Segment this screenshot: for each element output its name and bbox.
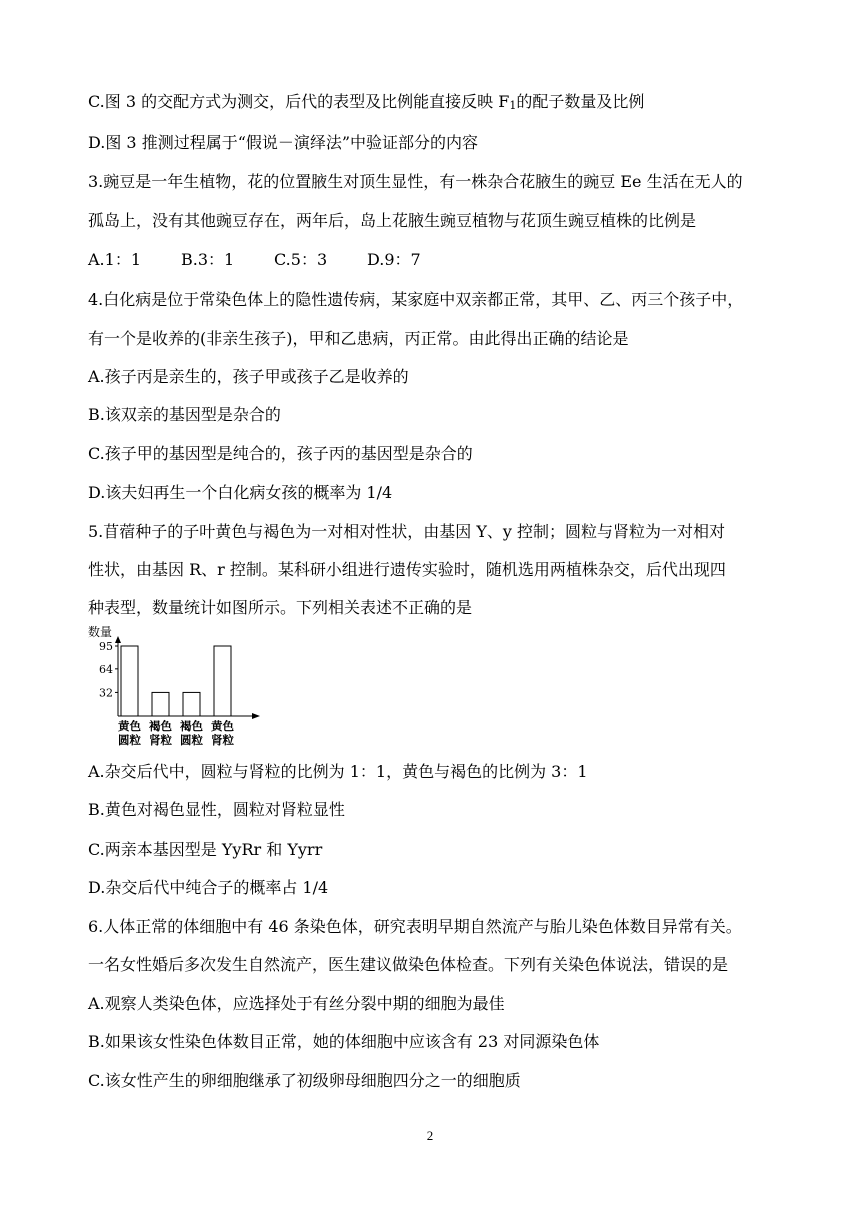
question-3-stem-line1: 3.豌豆是一年生植物，花的位置腋生对顶生显性，有一株杂合花腋生的豌豆 Ee 生活在无人的 (88, 172, 743, 191)
option-5D: D.杂交后代中纯合子的概率占 1/4 (88, 878, 329, 897)
option-5A: A.杂交后代中，圆粒与肾粒的比例为 1：1，黄色与褐色的比例为 3：1 (88, 762, 588, 781)
page-number: 2 (426, 1128, 434, 1143)
x-category-label: 圆粒 (118, 733, 141, 747)
option-6C: C.该女性产生的卵细胞继承了初级卵母细胞四分之一的细胞质 (88, 1071, 521, 1090)
option-4B: B.该双亲的基因型是杂合的 (88, 405, 281, 424)
option-3C: C.5：3 (274, 250, 328, 269)
option-2C: C.图 3 的交配方式为测交，后代的表型及比例能直接反映 $F_1$的配子数量及比例 (88, 92, 645, 112)
question-6-stem-line2: 一名女性婚后多次发生自然流产，医生建议做染色体检查。下列有关染色体说法，错误的是 (88, 955, 729, 974)
x-category-label: 肾粒 (149, 733, 172, 747)
option-3A: A.1：1 (88, 250, 142, 269)
x-category-label: 黄色 (211, 719, 234, 733)
option-6B: B.如果该女性染色体数目正常，她的体细胞中应该含有 23 对同源染色体 (88, 1032, 600, 1051)
bar (183, 692, 200, 716)
question-4-stem-line2: 有一个是收养的(非亲生孩子)，甲和乙患病，丙正常。由此得出正确的结论是 (88, 329, 629, 348)
question-5-stem-line2: 性状，由基因 R、r 控制。某科研小组进行遗传实验时，随机选用两植株杂交，后代出现四 (88, 560, 726, 579)
y-axis-label: 数量 (88, 625, 113, 639)
y-axis-arrow-icon (115, 636, 121, 643)
x-axis-arrow-icon (252, 713, 260, 719)
option-4D: D.该夫妇再生一个白化病女孩的概率为 1/4 (88, 483, 393, 502)
option-2D: D.图 3 推测过程属于“假说－演绎法”中验证部分的内容 (88, 133, 479, 152)
question-6-stem-line1: 6.人体正常的体细胞中有 46 条染色体，研究表明早期自然流产与胎儿染色体数目异常有关。 (88, 917, 742, 936)
question-3-options (88, 250, 788, 270)
question-4-stem-line1: 4.白化病是位于常染色体上的隐性遗传病，某家庭中双亲都正常，其甲、乙、丙三个孩子中， (88, 290, 744, 309)
y-tick-label: 95 (99, 640, 113, 653)
option-5C: C.两亲本基因型是 YyRr 和 Yyrr (88, 840, 323, 859)
option-6A: A.观察人类染色体，应选择处于有丝分裂中期的细胞为最佳 (88, 994, 505, 1013)
y-tick-label: 32 (99, 686, 113, 700)
option-4C: C.孩子甲的基因型是纯合的，孩子丙的基因型是杂合的 (88, 444, 473, 463)
x-category-label: 肾粒 (211, 733, 234, 747)
question-5-stem-line1: 5.苜蓿种子的子叶黄色与褐色为一对相对性状，由基因 Y、y 控制；圆粒与肾粒为一对相对 (88, 522, 726, 541)
bar (152, 692, 169, 716)
x-category-label: 褐色 (149, 719, 172, 733)
bar (121, 646, 138, 716)
x-category-label: 褐色 (180, 719, 203, 733)
question-3-stem-line2: 孤岛上，没有其他豌豆存在，两年后，岛上花腋生豌豆植物与花顶生豌豆植株的比例是 (88, 211, 697, 230)
bar-chart (84, 620, 274, 752)
bar (214, 646, 231, 716)
option-3D: D.9：7 (367, 250, 421, 269)
y-tick-label: 64 (99, 662, 113, 676)
option-4A: A.孩子丙是亲生的，孩子甲或孩子乙是收养的 (88, 367, 409, 386)
option-3B: B.3：1 (181, 250, 235, 269)
option-5B: B.黄色对褐色显性，圆粒对肾粒显性 (88, 800, 345, 819)
question-5-stem-line3: 种表型，数量统计如图所示。下列相关表述不正确的是 (88, 598, 473, 617)
x-category-label: 圆粒 (180, 733, 203, 747)
x-category-label: 黄色 (118, 719, 141, 733)
